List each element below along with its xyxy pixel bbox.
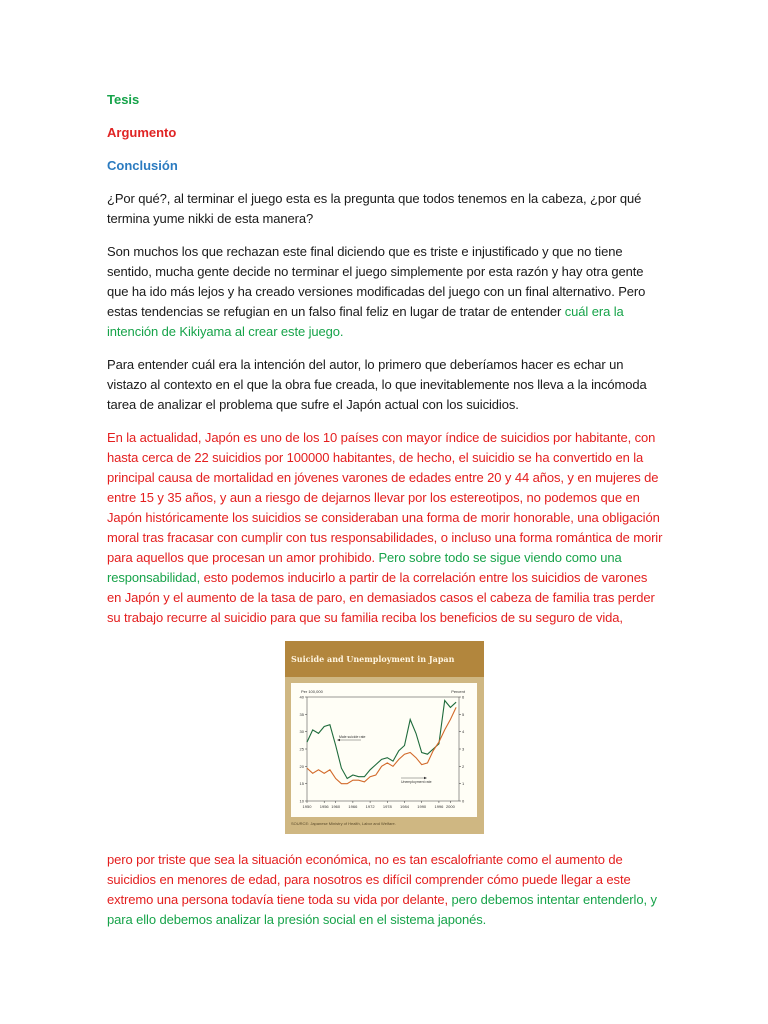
chart-figure <box>285 641 484 834</box>
annotation-arrowhead-male-suicide <box>337 739 340 741</box>
paragraph-minors <box>107 850 663 930</box>
x-tick-label: 1978 <box>382 804 392 809</box>
x-tick-label: 1956 <box>319 804 329 809</box>
paragraph-context: Para entender cuál era la intención del autor, lo primero que deberíamos hacer es echar un vistazo al contexto en el que la obra fue creada, lo que inevitablemente nos lleva a la incómoda tarea de analizar el problema que sufre el Japón actual con los suicidios. <box>107 357 647 412</box>
paragraph-question: ¿Por qué?, al terminar el juego esta es la pregunta que todos tenemos en la cabeza, ¿por qué termina yume nikki de esta manera? <box>107 191 642 226</box>
y-left-axis-label: Per 100,000 <box>301 689 323 694</box>
x-tick-label: 1990 <box>417 804 427 809</box>
paragraph-statistics-highlight: Pero sobre todo se sigue viendo como una responsabilidad, <box>107 550 622 585</box>
paragraph-statistics <box>107 428 663 628</box>
x-tick-label: 1966 <box>348 804 358 809</box>
x-tick-label: 1984 <box>400 804 409 809</box>
y-right-tick-label: 3 <box>462 746 465 752</box>
paragraph-minors-highlight: pero debemos intentar entenderlo, y para ello debemos analizar la presión social en el sistema japonés. <box>107 892 657 927</box>
paragraph-rejection <box>107 242 663 342</box>
series-line-unemployment <box>307 707 456 783</box>
y-left-tick-label: 20 <box>299 763 304 769</box>
paragraph-statistics-text: En la actualidad, Japón es uno de los 10 países con mayor índice de suicidios por habitante, con hasta cerca de 22 suicidios por 100000 habitantes, de hecho, el suicidio se ha convertido en la principal causa de mortalidad en jóvenes varones de edades entre 20 y 44 años, y en mujeres de entre 15 y 35 años, y aun a riesgo de dejarnos llevar por los estereotipos, no podemos que en Japón históricamente los suicidios se consideraban una forma de morir honorable, una obligación moral tras fracasar con cumplir con tus responsabilidades, o incluso una forma romántica de morir para aquellos que procesan un amor prohibido. <box>107 430 663 565</box>
y-right-tick-label: 4 <box>462 729 465 735</box>
heading-conclusion: Conclusión <box>107 158 178 173</box>
y-left-tick-label: 15 <box>299 781 304 787</box>
chart-title: Suicide and Unemployment in Japan <box>285 641 484 677</box>
y-left-tick-label: 10 <box>299 798 304 804</box>
y-left-tick-label: 30 <box>299 729 304 735</box>
annotation-unemployment: Unemployment rate <box>401 780 432 784</box>
y-right-tick-label: 5 <box>462 711 465 717</box>
annotation-arrowhead-unemployment <box>424 777 427 779</box>
x-tick-label: 1972 <box>365 804 375 809</box>
annotation-male-suicide: Male suicide rate <box>339 735 366 739</box>
x-tick-label: 1950 <box>302 804 312 809</box>
y-right-tick-label: 2 <box>462 763 465 769</box>
y-right-axis-label: Percent <box>451 689 465 694</box>
heading-argumento: Argumento <box>107 125 177 140</box>
y-left-tick-label: 35 <box>299 711 304 717</box>
y-left-tick-label: 40 <box>299 694 304 700</box>
x-tick-label: 1996 <box>434 804 444 809</box>
y-right-tick-label: 1 <box>462 781 465 787</box>
paragraph-rejection-text: Son muchos los que rechazan este final diciendo que es triste e injustificado y que no tiene sentido, mucha gente decide no terminar el juego simplemente por esta razón y hay otra gente que ha ido más lejos y ha creado versiones modificadas del juego con un final alternativo. Pero estas tendencias se refugian en un falso final feliz en lugar de tratar de entender <box>107 244 646 319</box>
chart-plot-area <box>291 683 477 817</box>
y-right-tick-label: 0 <box>462 798 465 804</box>
chart-source: SOURCE: Japanese Ministry of Health, Labor and Welfare. <box>291 821 396 826</box>
paragraph-rejection-highlight: cuál era la intención de Kikiyama al crear este juego. <box>107 304 624 339</box>
paragraph-minors-text: pero por triste que sea la situación económica, no es tan escalofriante como el aumento de suicidios en menores de edad, para nosotros es difícil comprender cómo puede llegar a este extremo una persona todavía tiene toda su vida por delante, <box>107 852 631 907</box>
heading-tesis: Tesis <box>107 92 140 107</box>
chart-frame <box>307 697 459 801</box>
y-right-tick-label: 6 <box>462 694 465 700</box>
x-tick-label: 2000 <box>445 804 455 809</box>
y-left-tick-label: 25 <box>299 746 304 752</box>
chart-svg <box>291 683 477 817</box>
x-tick-label: 1960 <box>331 804 341 809</box>
paragraph-statistics-tail: esto podemos inducirlo a partir de la correlación entre los suicidios de varones en Japón y el aumento de la tasa de paro, en demasiados casos el cabeza de familia tras perder su trabajo recurre al suicidio para que su familia reciba los beneficios de su seguro de vida, <box>107 570 655 625</box>
